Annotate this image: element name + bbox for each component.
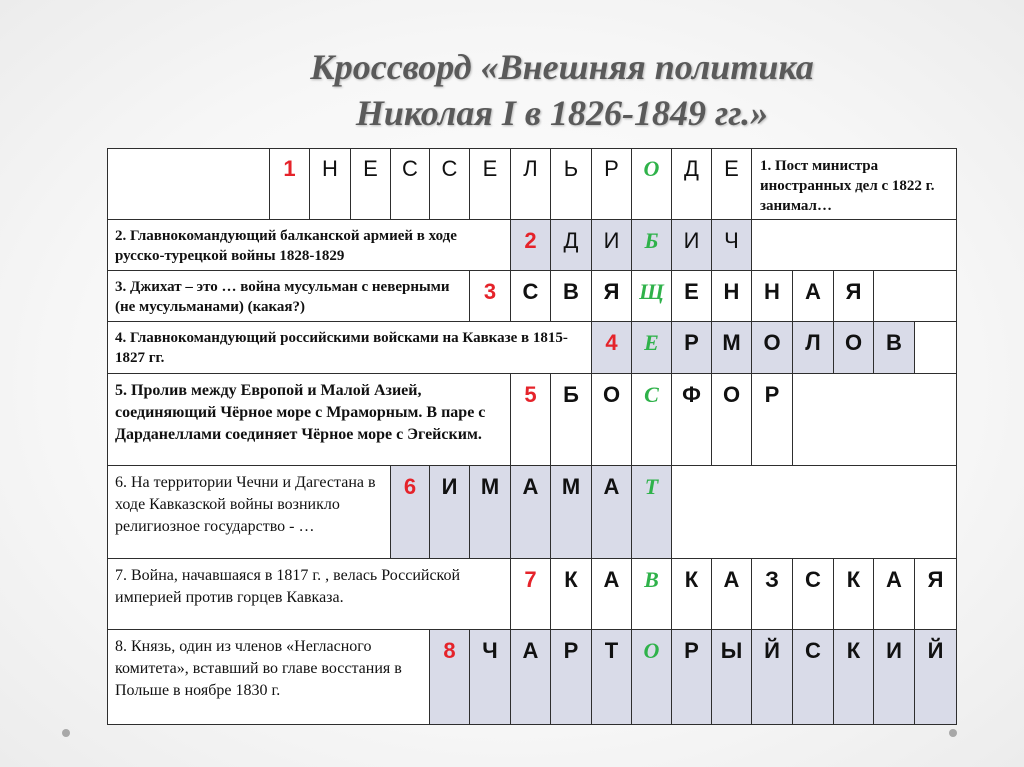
- letter-cell: Б: [632, 220, 672, 271]
- letter-cell: С: [793, 559, 834, 630]
- letter-cell: Р: [752, 374, 793, 466]
- letter-cell: Ч: [470, 630, 511, 725]
- letter-cell: Я: [915, 559, 957, 630]
- letter-cell: Е: [712, 148, 752, 220]
- row-5-blank-end: [793, 374, 957, 466]
- letter-cell: Е: [470, 148, 511, 220]
- number-6: 6: [391, 466, 430, 559]
- row-6-blank-end: [672, 466, 957, 559]
- letter-cell: Й: [915, 630, 957, 725]
- letter-cell: О: [632, 148, 672, 220]
- decor-dot-right: [949, 729, 957, 737]
- number-1: 1: [270, 148, 310, 220]
- crossword-grid: [107, 148, 957, 725]
- letter-cell: И: [874, 630, 915, 725]
- letter-cell: З: [752, 559, 793, 630]
- letter-cell: Т: [592, 630, 632, 725]
- letter-cell: Н: [310, 148, 351, 220]
- letter-cell: К: [834, 630, 874, 725]
- letter-cell: Ф: [672, 374, 712, 466]
- clue-7: 7. Война, начавшаяся в 1817 г. , велась Российской империей против горцев Кавказа.: [107, 559, 511, 630]
- letter-cell: Р: [592, 148, 632, 220]
- row-4-blank-end: [915, 322, 957, 374]
- row-3-blank-end: [874, 271, 957, 322]
- decor-dot-left: [62, 729, 70, 737]
- letter-cell: И: [592, 220, 632, 271]
- letter-cell: С: [511, 271, 551, 322]
- letter-cell: А: [511, 630, 551, 725]
- letter-cell: К: [672, 559, 712, 630]
- letter-cell: Т: [632, 466, 672, 559]
- letter-cell: И: [672, 220, 712, 271]
- letter-cell: О: [632, 630, 672, 725]
- clue-2: 2. Главнокомандующий балканской армией в ходе русско-турецкой войны 1828-1829: [107, 220, 511, 271]
- letter-cell: М: [712, 322, 752, 374]
- number-5: 5: [511, 374, 551, 466]
- letter-cell: В: [632, 559, 672, 630]
- number-4: 4: [592, 322, 632, 374]
- letter-cell: А: [874, 559, 915, 630]
- letter-cell: С: [632, 374, 672, 466]
- clue-8: 8. Князь, один из членов «Негласного комитета», вставший во главе восстания в Польше в ноябре 1830 г.: [107, 630, 430, 725]
- page-title: [0, 44, 1024, 136]
- letter-cell: Н: [752, 271, 793, 322]
- letter-cell: Ь: [551, 148, 592, 220]
- letter-cell: А: [592, 559, 632, 630]
- letter-cell: С: [391, 148, 430, 220]
- letter-cell: Н: [712, 271, 752, 322]
- number-2: 2: [511, 220, 551, 271]
- letter-cell: А: [592, 466, 632, 559]
- letter-cell: М: [470, 466, 511, 559]
- letter-cell: А: [793, 271, 834, 322]
- letter-cell: Р: [672, 322, 712, 374]
- title-line-1: Кроссворд «Внешняя политика: [310, 47, 814, 87]
- letter-cell: Р: [672, 630, 712, 725]
- letter-cell: А: [511, 466, 551, 559]
- letter-cell: М: [551, 466, 592, 559]
- letter-cell: Й: [752, 630, 793, 725]
- row-2-blank-end: [752, 220, 957, 271]
- letter-cell: Е: [632, 322, 672, 374]
- clue-3: 3. Джихат – это … война мусульман с неверными (не мусульманами) (какая?): [107, 271, 470, 322]
- title-line-2: Николая I в 1826-1849 гг.»: [355, 93, 769, 133]
- letter-cell: Д: [551, 220, 592, 271]
- letter-cell: К: [551, 559, 592, 630]
- clue-6: 6. На территории Чечни и Дагестана в ходе Кавказской войны возникло религиозное государство - …: [107, 466, 391, 559]
- letter-cell: Е: [351, 148, 391, 220]
- letter-cell: Я: [592, 271, 632, 322]
- letter-cell: Д: [672, 148, 712, 220]
- letter-cell: Ы: [712, 630, 752, 725]
- clue-1: 1. Пост министра иностранных дел с 1822 г. занимал…: [752, 148, 957, 220]
- letter-cell: О: [834, 322, 874, 374]
- letter-cell: Л: [793, 322, 834, 374]
- number-7: 7: [511, 559, 551, 630]
- letter-cell: С: [430, 148, 470, 220]
- number-8: 8: [430, 630, 470, 725]
- letter-cell: А: [712, 559, 752, 630]
- letter-cell: И: [430, 466, 470, 559]
- letter-cell: С: [793, 630, 834, 725]
- clue-5: 5. Пролив между Европой и Малой Азией, соединяющий Чёрное море с Мраморным. В паре с Дарданеллами соединяет Чёрное море с Эгейским.: [107, 374, 511, 466]
- number-3: 3: [470, 271, 511, 322]
- letter-cell: Я: [834, 271, 874, 322]
- clue-4: 4. Главнокомандующий российскими войсками на Кавказе в 1815-1827 гг.: [107, 322, 592, 374]
- letter-cell: В: [874, 322, 915, 374]
- letter-cell: Р: [551, 630, 592, 725]
- letter-cell: Л: [511, 148, 551, 220]
- letter-cell: К: [834, 559, 874, 630]
- letter-cell: О: [752, 322, 793, 374]
- row-1-blank: [107, 148, 270, 220]
- letter-cell: О: [592, 374, 632, 466]
- letter-cell: Щ: [632, 271, 672, 322]
- letter-cell: Б: [551, 374, 592, 466]
- letter-cell: Е: [672, 271, 712, 322]
- letter-cell: Ч: [712, 220, 752, 271]
- letter-cell: О: [712, 374, 752, 466]
- letter-cell: В: [551, 271, 592, 322]
